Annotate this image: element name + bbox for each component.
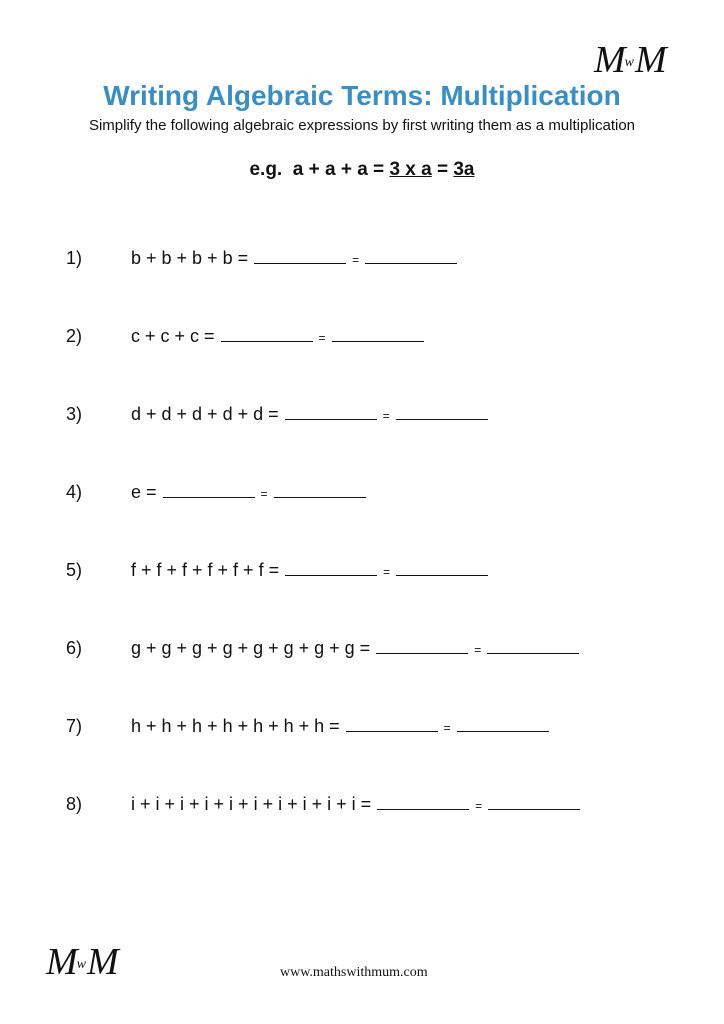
answer-blank-multiplication[interactable]: [377, 795, 469, 810]
logo-bottom: [46, 940, 115, 984]
footer-website: www.mathswithmum.com: [280, 965, 428, 980]
logo-letter: M: [87, 941, 115, 983]
answer-blank-simplified[interactable]: [332, 327, 424, 342]
example-expression: e.g. a + a + a =: [249, 159, 390, 180]
question-expression: i + i + i + i + i + i + i + i + i + i =: [131, 794, 372, 814]
question-expression: c + c + c =: [131, 326, 215, 346]
answer-blank-multiplication[interactable]: [376, 639, 468, 654]
question-number: 3): [66, 404, 83, 424]
question-5: [66, 560, 488, 581]
question-number: 5): [66, 560, 83, 580]
question-number: 8): [66, 794, 83, 814]
answer-blank-simplified[interactable]: [396, 405, 488, 420]
question-number: 2): [66, 326, 83, 346]
equals-sign: =: [260, 487, 268, 501]
page-title: Writing Algebraic Terms: Multiplication: [103, 80, 621, 111]
equals-sign: =: [474, 643, 482, 657]
answer-blank-simplified[interactable]: [274, 483, 366, 498]
question-expression: f + f + f + f + f + f =: [131, 560, 280, 580]
answer-blank-simplified[interactable]: [396, 561, 488, 576]
equals-sign: =: [318, 331, 326, 345]
answer-blank-simplified[interactable]: [365, 249, 457, 264]
question-4: [66, 482, 366, 503]
question-number: 7): [66, 716, 83, 736]
example-multiplication: 3 x a: [389, 159, 432, 180]
answer-blank-multiplication[interactable]: [285, 561, 377, 576]
answer-blank-multiplication[interactable]: [346, 717, 438, 732]
equals-sign: =: [382, 409, 390, 423]
answer-blank-multiplication[interactable]: [254, 249, 346, 264]
logo-letter: M: [46, 941, 74, 983]
equals-sign: =: [443, 721, 451, 735]
answer-blank-simplified[interactable]: [457, 717, 549, 732]
logo-letter: w: [76, 957, 86, 972]
example-answer: 3a: [453, 159, 475, 180]
instructions: Simplify the following algebraic expressions by first writing them as a multiplication: [88, 117, 636, 134]
question-number: 4): [66, 482, 83, 502]
question-expression: e =: [131, 482, 157, 502]
equals-sign: =: [475, 799, 483, 813]
question-8: [66, 794, 580, 815]
answer-blank-multiplication[interactable]: [221, 327, 313, 342]
answer-blank-multiplication[interactable]: [163, 483, 255, 498]
logo-top: [594, 38, 663, 82]
logo-letter: M: [635, 39, 663, 81]
question-1: [66, 248, 457, 269]
question-2: [66, 326, 424, 347]
question-6: [66, 638, 579, 659]
answer-blank-simplified[interactable]: [487, 639, 579, 654]
logo-letter: M: [594, 39, 622, 81]
worked-example: [0, 159, 724, 181]
equals-sign: =: [383, 565, 391, 579]
example-equals: =: [431, 159, 454, 180]
logo-letter: w: [624, 55, 634, 70]
answer-blank-simplified[interactable]: [488, 795, 580, 810]
question-expression: b + b + b + b =: [131, 248, 249, 268]
question-expression: h + h + h + h + h + h + h =: [131, 716, 340, 736]
question-expression: g + g + g + g + g + g + g + g =: [131, 638, 371, 658]
question-7: [66, 716, 549, 737]
equals-sign: =: [352, 253, 360, 267]
question-number: 6): [66, 638, 83, 658]
question-expression: d + d + d + d + d =: [131, 404, 279, 424]
answer-blank-multiplication[interactable]: [285, 405, 377, 420]
question-3: [66, 404, 488, 425]
question-number: 1): [66, 248, 83, 268]
